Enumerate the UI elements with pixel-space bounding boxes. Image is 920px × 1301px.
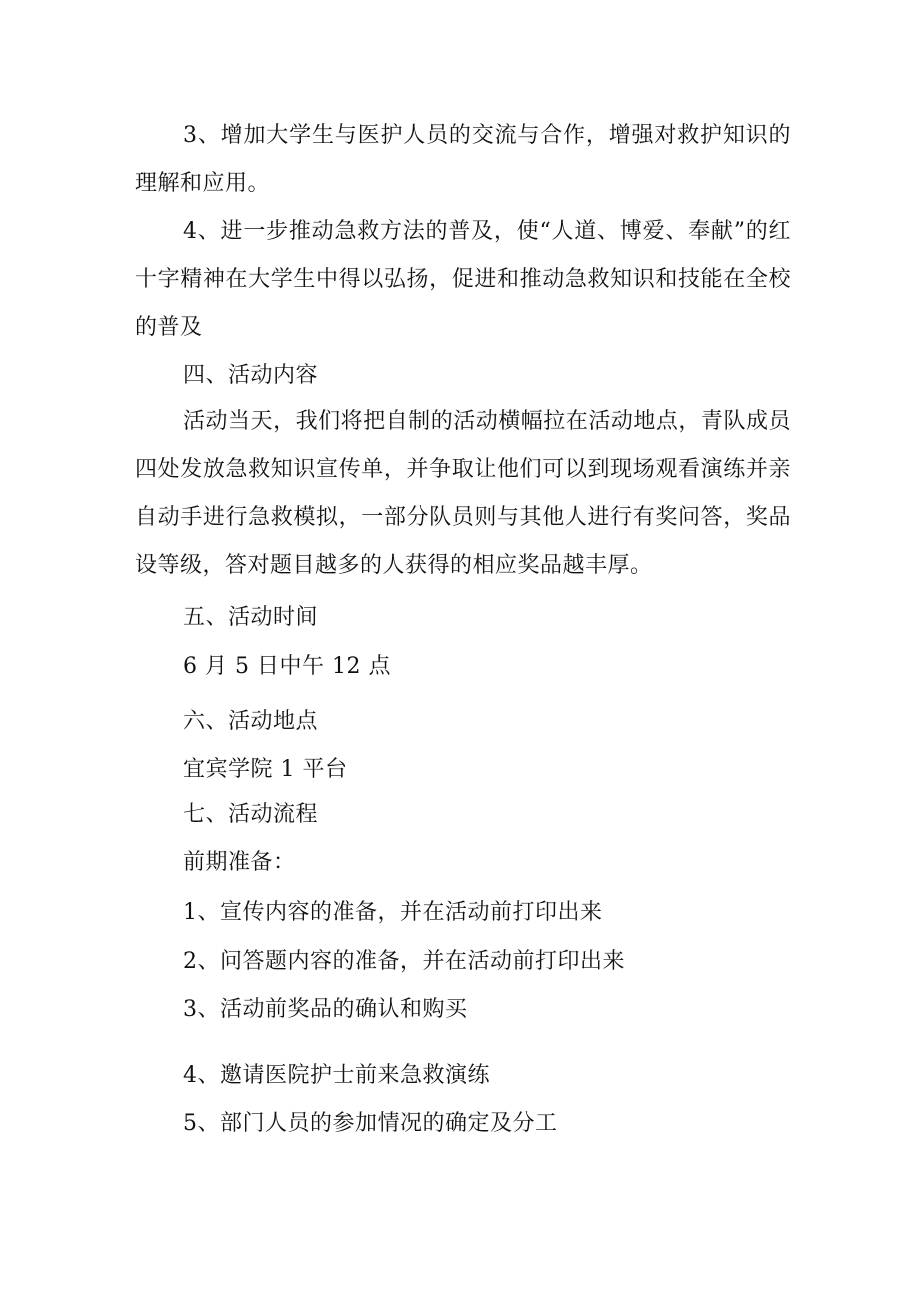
prep-item-5: 5、部门人员的参加情况的确定及分工 bbox=[183, 1111, 558, 1136]
heading-activity-content: 四、活动内容 bbox=[183, 363, 319, 388]
heading-activity-process: 七、活动流程 bbox=[183, 802, 319, 827]
heading-activity-time: 五、活动时间 bbox=[183, 605, 319, 630]
paragraph-activity-content: 活动当天，我们将把自制的活动横幅拉在活动地点，青队成员四处发放急救知识宣传单，并争取让他们可以到现场观看演练并亲自动手进行急救模拟，一部分队员则与其他人进行有奖问答，奖品设等级，答对题目越多的人获得的相应奖品越丰厚。 bbox=[135, 409, 791, 578]
paragraph-goal-4: 4、进一步推动急救方法的普及，使“人道、博爱、奉献”的红十字精神在大学生中得以弘扬，促进和推动急救知识和技能在全校的普及 bbox=[135, 219, 791, 340]
prep-item-1: 1、宣传内容的准备，并在活动前打印出来 bbox=[183, 900, 603, 925]
heading-activity-place: 六、活动地点 bbox=[183, 709, 319, 734]
activity-time-value: 6 月 5 日中午 12 点 bbox=[183, 654, 391, 679]
prep-item-4: 4、邀请医院护士前来急救演练 bbox=[183, 1063, 490, 1088]
paragraph-goal-3: 3、增加大学生与医护人员的交流与合作，增强对救护知识的理解和应用。 bbox=[135, 123, 791, 196]
prep-item-3: 3、活动前奖品的确认和购买 bbox=[183, 997, 468, 1022]
prep-item-2: 2、问答题内容的准备，并在活动前打印出来 bbox=[183, 949, 625, 974]
prep-label: 前期准备： bbox=[183, 850, 296, 875]
activity-place-value: 宜宾学院 1 平台 bbox=[183, 757, 348, 782]
